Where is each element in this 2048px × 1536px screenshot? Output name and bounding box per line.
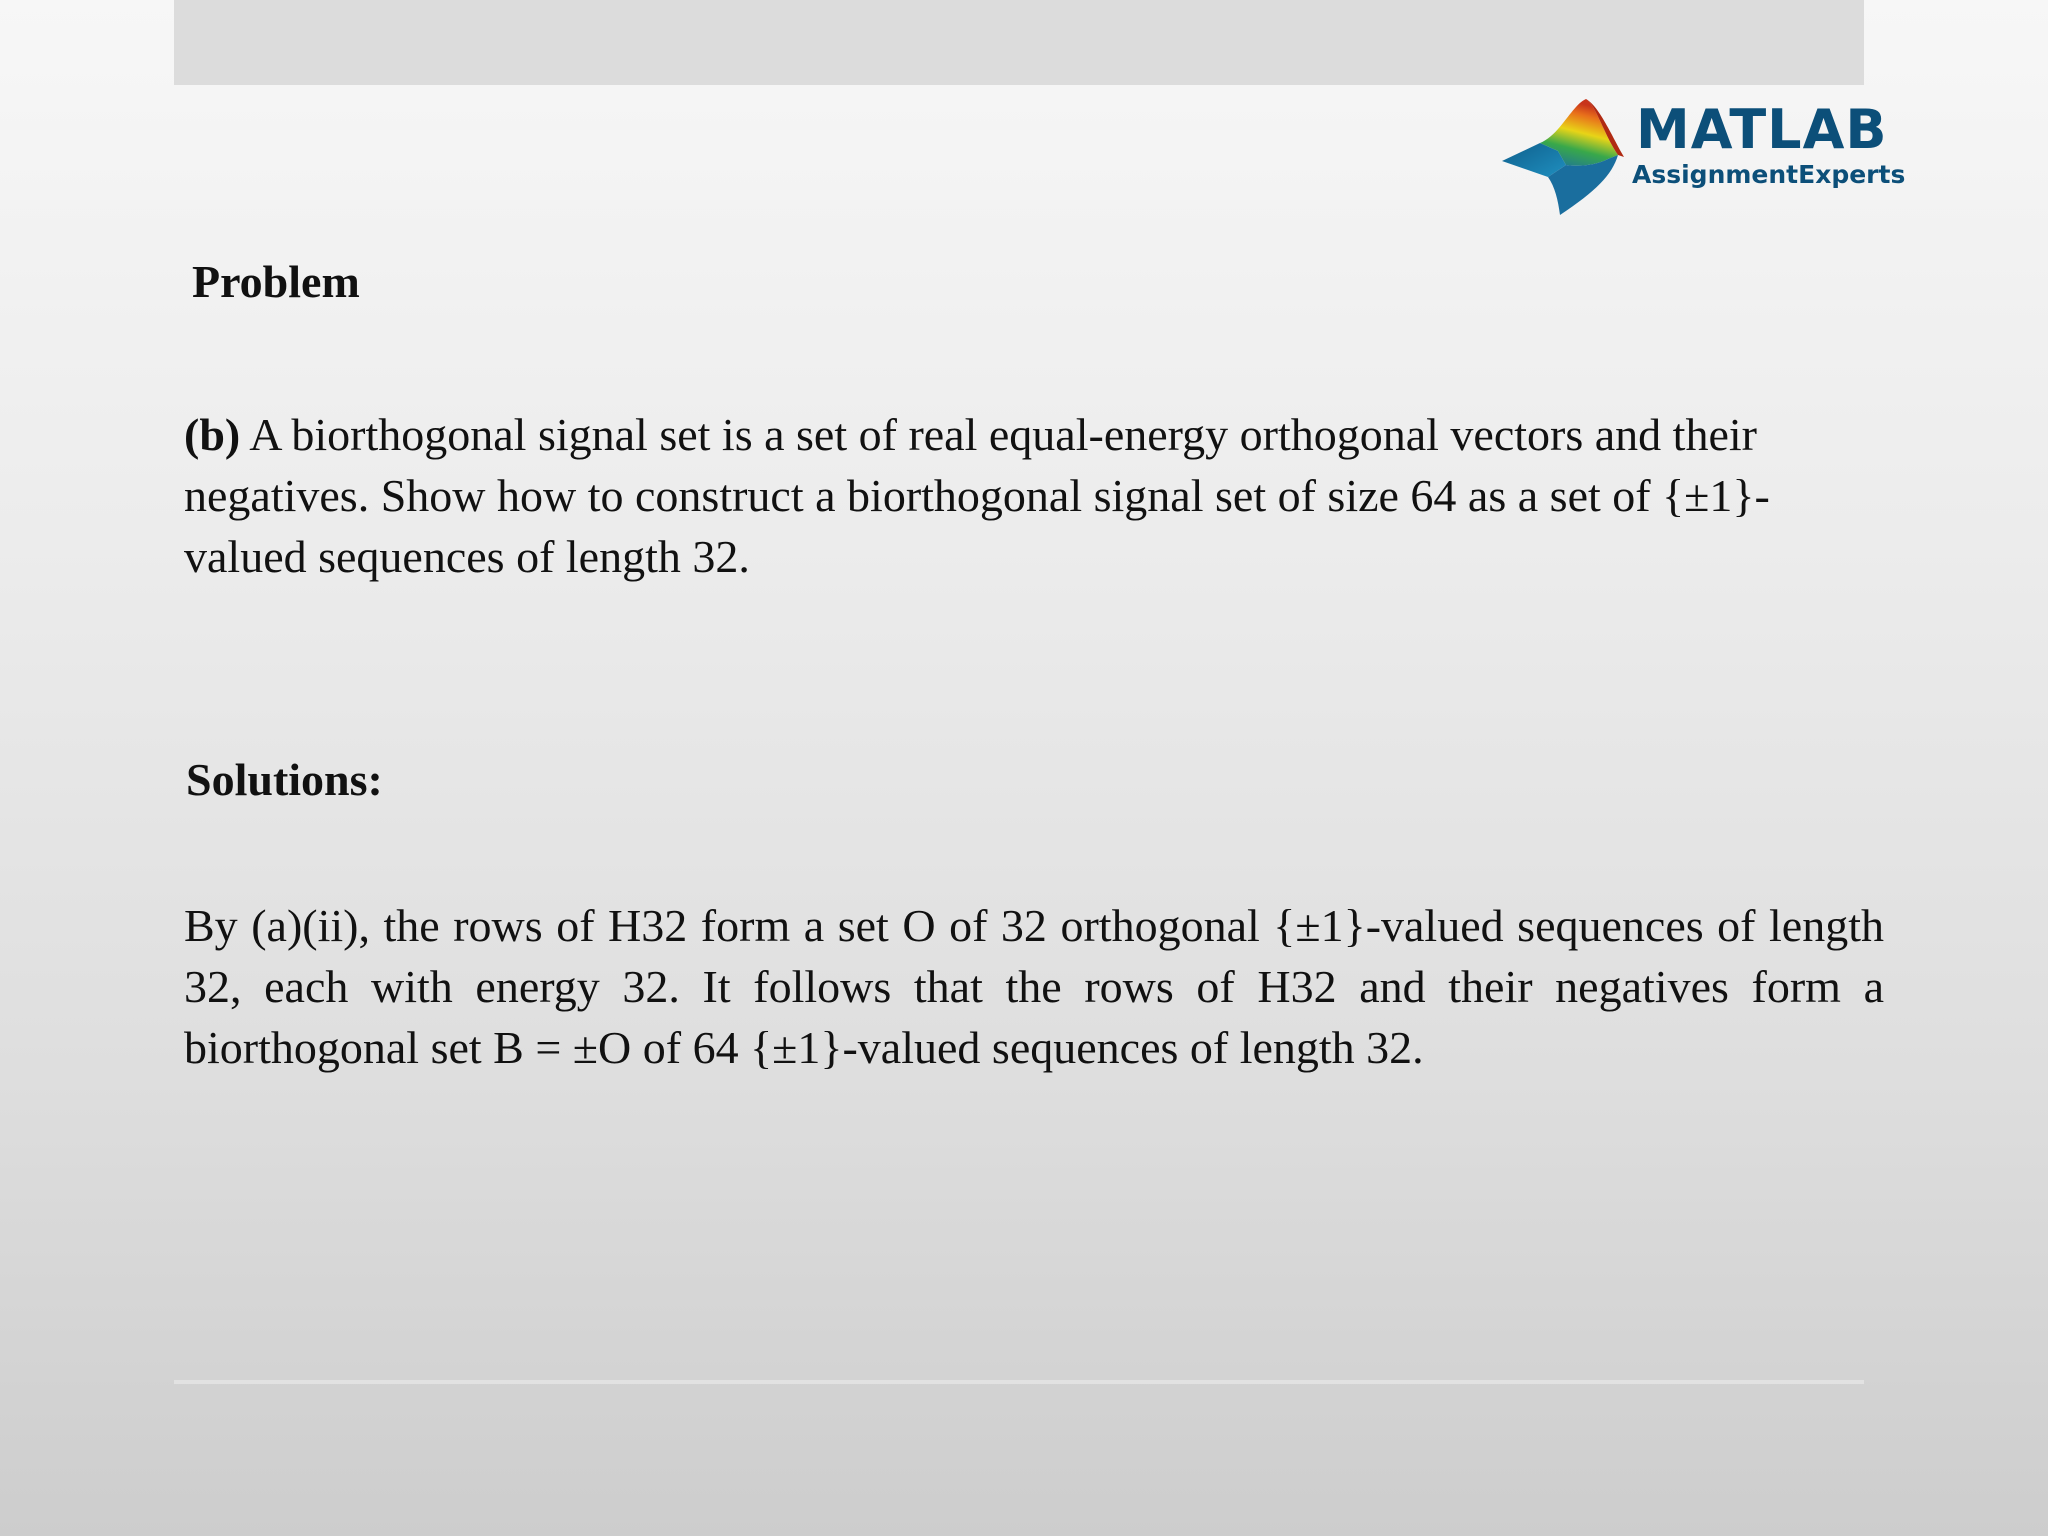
problem-heading: Problem xyxy=(192,256,360,307)
logo-subtitle: AssignmentExperts xyxy=(1632,160,1906,189)
solutions-heading: Solutions: xyxy=(186,754,383,805)
problem-text xyxy=(184,404,1884,587)
matlab-peaks-logo-icon xyxy=(1500,95,1640,220)
problem-label: (b) xyxy=(184,409,241,460)
logo-title: MATLAB xyxy=(1636,98,1888,161)
solution-text: By (a)(ii), the rows of H32 form a set O of 32 orthogonal {±1}-valued sequences of length 32, each with energy 32. It follows that the rows of H32 and their negatives form a biorthogonal set B = ±O of 64 {±1}-valued sequences of length 32. xyxy=(184,900,1884,1073)
top-band xyxy=(174,0,1864,85)
bottom-band xyxy=(174,1380,1864,1384)
matlab-logo xyxy=(1500,95,1906,220)
problem-body: A biorthogonal signal set is a set of real equal-energy orthogonal vectors and their negatives. Show how to construct a biorthogonal signal set of size 64 as a set of {±1}- valued sequences of length 32. xyxy=(184,409,1770,582)
